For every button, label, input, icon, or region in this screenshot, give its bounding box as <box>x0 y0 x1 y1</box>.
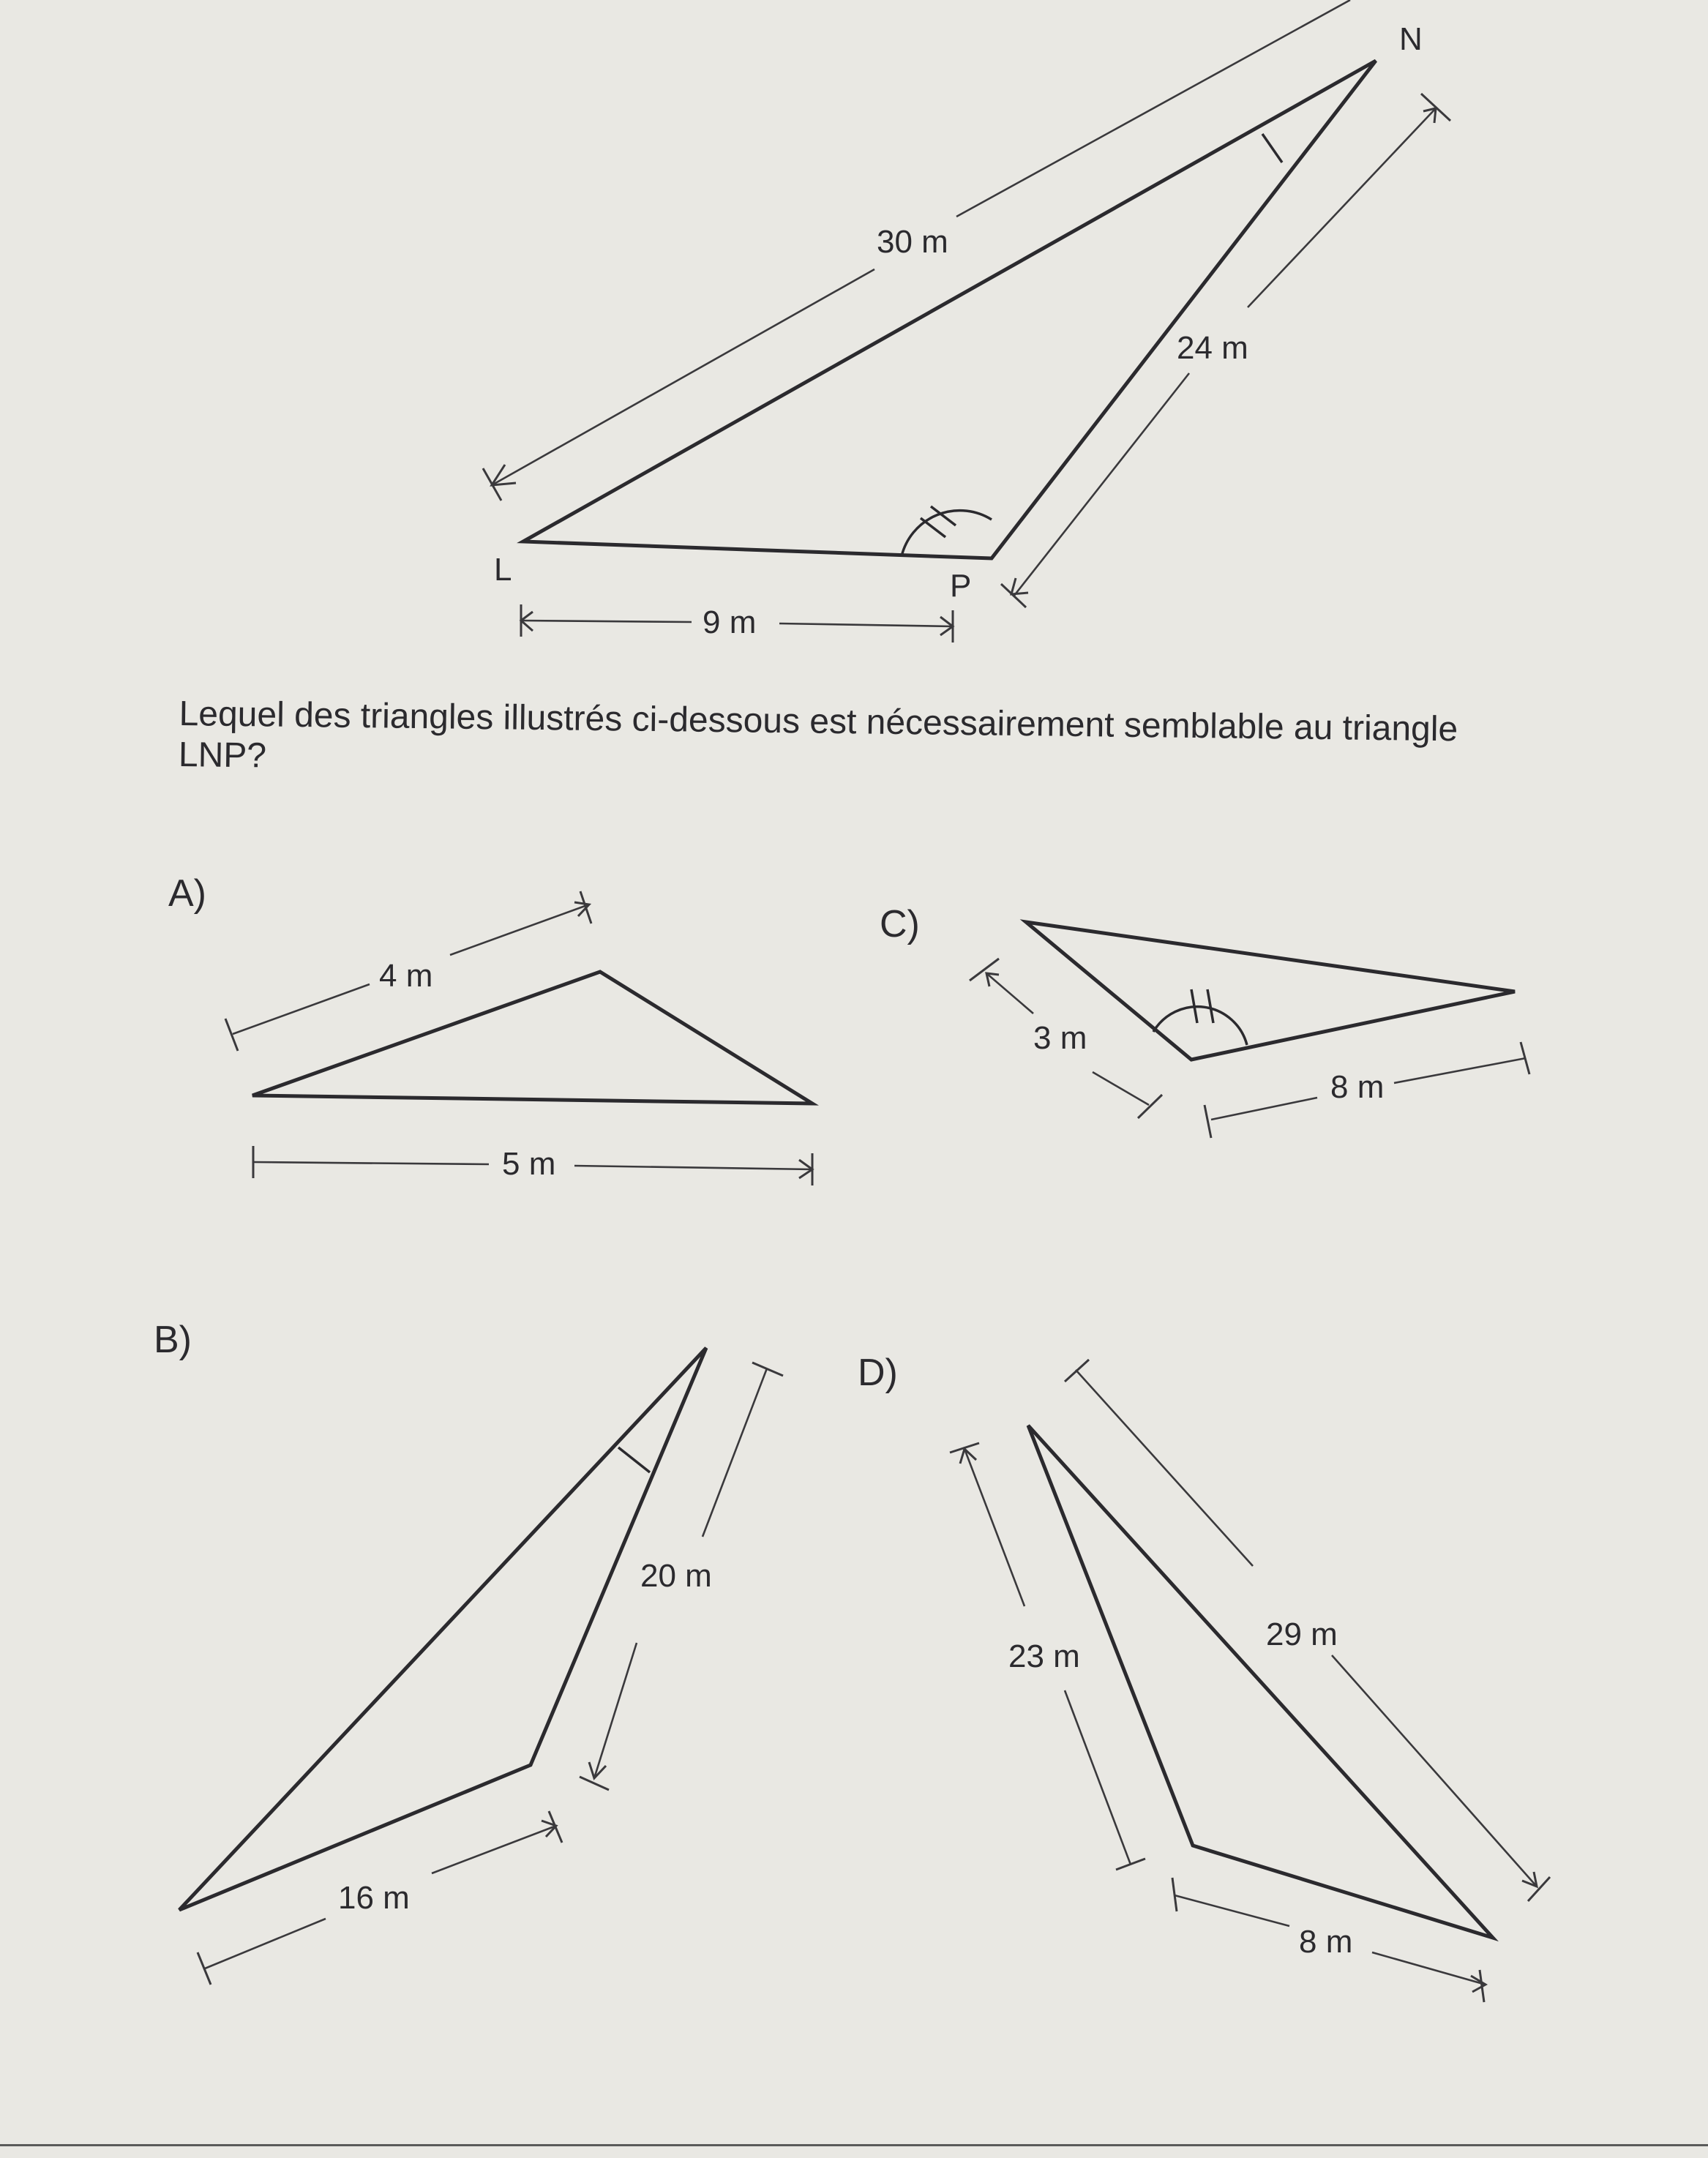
option-c-tick-a <box>970 959 999 981</box>
option-b-tick-c <box>198 1952 211 1985</box>
option-c-figure <box>880 903 1529 1138</box>
option-c-dim-b <box>1093 1072 1149 1105</box>
option-c-dim-d <box>1394 1058 1526 1083</box>
option-a-dim-b <box>450 904 589 955</box>
option-d-dim-a <box>965 1449 1025 1606</box>
option-c-measure-2: 8 m <box>1330 1069 1385 1105</box>
option-d-tick-e <box>1172 1878 1177 1911</box>
option-d-measure-1: 23 m <box>1008 1638 1080 1674</box>
option-b-dim-b <box>703 1368 767 1537</box>
option-a-dim-c <box>253 1162 489 1164</box>
option-d-measure-2: 29 m <box>1266 1616 1338 1652</box>
side-label-pn: 24 m <box>1177 330 1248 366</box>
option-b-tick-a <box>752 1363 783 1376</box>
option-b-dim-a <box>594 1643 637 1778</box>
option-d-tick-c <box>1065 1360 1089 1382</box>
option-c-angle-tick-2 <box>1207 989 1213 1023</box>
option-a-dim-d <box>574 1166 812 1169</box>
option-d-figure <box>858 1352 1550 2002</box>
option-a-triangle <box>252 972 812 1104</box>
option-b-angle-mark <box>618 1447 650 1472</box>
option-c-dim-c <box>1211 1098 1317 1120</box>
angle-mark-n <box>1262 134 1282 162</box>
option-a-measure-1: 4 m <box>379 958 433 994</box>
option-d-label: D) <box>858 1352 898 1394</box>
angle-tick-p-1 <box>921 518 945 537</box>
main-triangle-figure <box>483 0 1450 642</box>
question-text: Lequel des triangles illustrés ci-dessous est nécessairement semblable au triangle LNP? <box>178 694 1458 776</box>
option-b-figure <box>154 1319 783 1985</box>
option-d-dim-c <box>1076 1370 1253 1566</box>
option-c-tick-c <box>1205 1105 1211 1138</box>
option-c-dim-a <box>986 973 1033 1014</box>
option-d-dim-b <box>1065 1690 1131 1865</box>
option-d-dim-e <box>1175 1895 1289 1926</box>
dim-line-pn-a <box>1014 373 1189 596</box>
option-d-triangle <box>1028 1425 1493 1938</box>
option-b-dim-c <box>205 1919 326 1968</box>
dim-line-pn-b <box>1248 108 1436 307</box>
option-d-dim-d <box>1332 1655 1537 1887</box>
side-label-lp: 9 m <box>703 604 757 640</box>
option-b-label: B) <box>154 1319 192 1361</box>
option-c-measure-1: 3 m <box>1033 1020 1087 1056</box>
option-a-tick-left <box>225 1019 238 1051</box>
option-d-dim-f <box>1372 1952 1486 1985</box>
vertex-label-p: P <box>950 568 972 604</box>
side-label-ln: 30 m <box>877 224 948 260</box>
option-a-measure-2: 5 m <box>502 1146 556 1182</box>
option-a-label: A) <box>168 872 206 915</box>
vertex-label-n: N <box>1399 21 1423 57</box>
option-a-figure <box>168 872 812 1185</box>
option-b-triangle <box>179 1348 706 1910</box>
dim-line-lp-b <box>779 623 953 626</box>
vertex-label-l: L <box>494 552 512 588</box>
dim-line-lp-a <box>521 621 692 622</box>
option-d-tick-b <box>1116 1859 1145 1870</box>
triangle-lnp <box>523 61 1376 558</box>
page-edge-divider <box>0 2144 1708 2146</box>
option-b-dim-d <box>432 1826 556 1873</box>
option-a-dim-a <box>233 984 370 1034</box>
option-c-tick-b <box>1138 1095 1162 1118</box>
option-b-measure-1: 20 m <box>640 1558 712 1594</box>
option-c-triangle <box>1026 922 1515 1060</box>
option-b-measure-2: 16 m <box>338 1880 410 1916</box>
option-d-measure-3: 8 m <box>1299 1924 1353 1960</box>
option-c-label: C) <box>880 903 920 945</box>
